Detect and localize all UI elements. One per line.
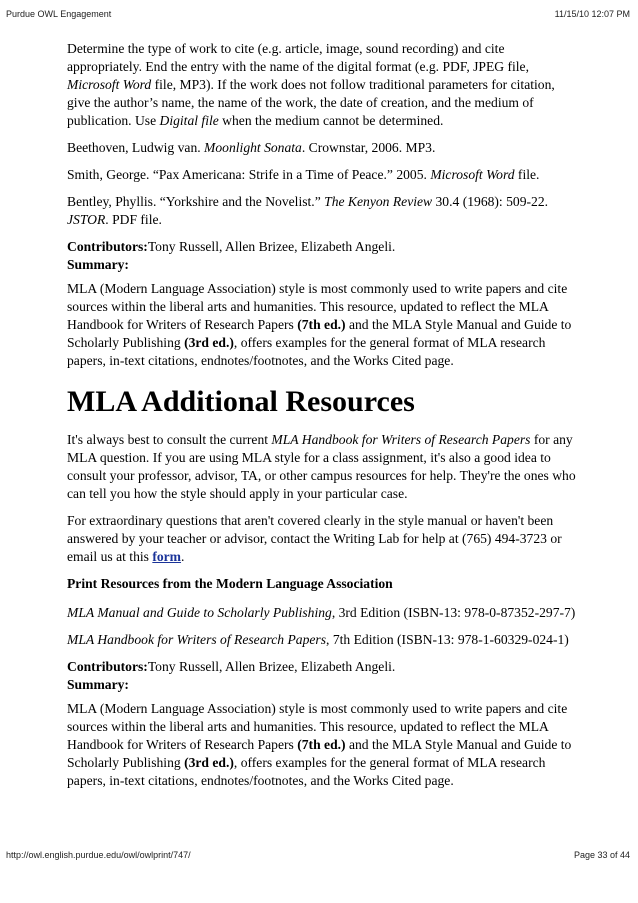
writing-lab-paragraph: For extraordinary questions that aren't covered clearly in the style manual or haven't been answered by your teacher or advisor, contact the Writing Lab for help at (765) 494-3723 or email us at this form. [67, 513, 562, 564]
contributors-names: Tony Russell, Allen Brizee, Elizabeth Angeli. [147, 659, 396, 674]
header-timestamp: 11/15/10 12:07 PM [554, 9, 630, 19]
section-title: MLA Additional Resources [67, 385, 415, 418]
citation-example-beethoven: Beethoven, Ludwig van. Moonlight Sonata. Crownstar, 2006. MP3. [67, 140, 436, 155]
summary-label: Summary: [67, 257, 129, 272]
contributors-label: Contributors: [67, 659, 148, 674]
header-site-title: Purdue OWL Engagement [6, 9, 112, 19]
print-resources-heading: Print Resources from the Modern Language Association [67, 576, 393, 591]
contributors-block-2 [67, 658, 579, 694]
summary-paragraph: MLA (Modern Language Association) style is most commonly used to write papers and cite sources within the liberal arts and humanities. This resource, updated to reflect the MLA Handbook for Writers of Research Papers (7th ed.) and the MLA Style Manual and Guide to Scholarly Publishing (3rd ed.), offers examples for the general format of MLA research papers, in-text citations, endnotes/footnotes, and the Works Cited page. [67, 281, 572, 368]
citation-example-smith: Smith, George. “Pax Americana: Strife in a Time of Peace.” 2005. Microsoft Word file. [67, 167, 540, 182]
book-mla-handbook: MLA Handbook for Writers of Research Papers, 7th Edition (ISBN-13: 978-1-60329-024-1) [67, 632, 569, 647]
contributors-label: Contributors: [67, 239, 148, 254]
contact-form-link[interactable]: form [152, 549, 182, 564]
intro-paragraph: Determine the type of work to cite (e.g. article, image, sound recording) and cite appropriately. End the entry with the name of the digital format (e.g. PDF, JPEG file, Microsoft Word file, MP3). If the work does not follow traditional parameters for citation, give the author’s name, the name of the work, the date of creation, and the medium of publication. Use Digital file when the medium cannot be determined. [67, 41, 555, 128]
footer-page-number: Page 33 of 44 [573, 850, 630, 860]
footer-url: http://owl.english.purdue.edu/owl/owlprint/747/ [6, 850, 191, 860]
contributors-names: Tony Russell, Allen Brizee, Elizabeth Angeli. [147, 239, 396, 254]
resources-intro-paragraph: It's always best to consult the current MLA Handbook for Writers of Research Papers for any MLA question. If you are using MLA style for a class assignment, it's also a good idea to consult your professor, advisor, TA, or other campus resources for help. They're the ones who can tell you how the style should apply in your particular case. [67, 432, 576, 501]
summary-label: Summary: [67, 677, 129, 692]
book-mla-manual: MLA Manual and Guide to Scholarly Publishing, 3rd Edition (ISBN-13: 978-0-87352-297-7) [67, 605, 576, 620]
summary-paragraph-2: MLA (Modern Language Association) style is most commonly used to write papers and cite sources within the liberal arts and humanities. This resource, updated to reflect the MLA Handbook for Writers of Research Papers (7th ed.) and the MLA Style Manual and Guide to Scholarly Publishing (3rd ed.), offers examples for the general format of MLA research papers, in-text citations, endnotes/footnotes, and the Works Cited page. [67, 701, 572, 788]
contributors-block [67, 238, 579, 274]
citation-example-bentley: Bentley, Phyllis. “Yorkshire and the Novelist.” The Kenyon Review 30.4 (1968): 509-22. JSTOR. PDF file. [67, 194, 549, 227]
page-content [67, 40, 579, 799]
